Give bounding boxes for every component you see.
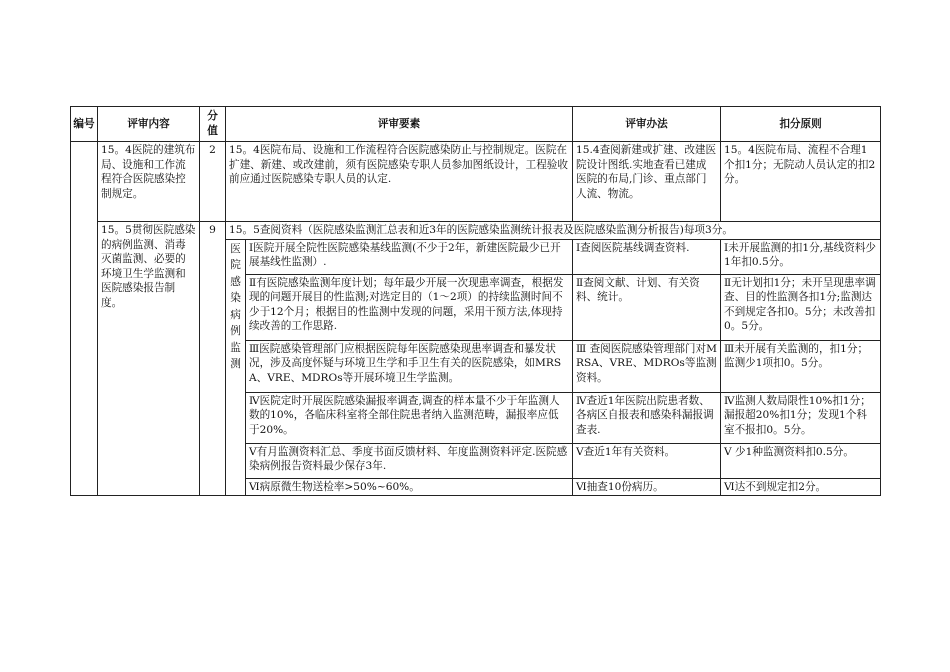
score-cell: 9 bbox=[200, 222, 226, 496]
elements-cell: 15。4医院布局、设施和工作流程符合医院感染防止与控制规定。医院在扩建、新建、或改建前，须有医院感染专职人员参加图纸设计，工程验收前应通过医院感染专职人员的认定. bbox=[226, 142, 573, 222]
header-method: 评审办法 bbox=[573, 107, 721, 142]
element-cell: Ⅰ医院开展全院性医院感染基线监测(不少于2年，新建医院最少已开展基线性监测）. bbox=[246, 239, 573, 274]
element-cell: Ⅳ医院定时开展医院感染漏报率调查,调查的样本量不少于年监测人数的10%，各临床科室将全部住院患者纳入监测范畴，漏报率应低于20%。 bbox=[246, 392, 573, 443]
header-content: 评审内容 bbox=[98, 107, 200, 142]
deduction-cell: 15。4医院布局、流程不合理1个扣1分；无院动人员认定的扣2分。 bbox=[721, 142, 881, 222]
element-cell: Ⅱ有医院感染监测年度计划；每年最少开展一次现患率调查，根据发现的问题开展目的性监测;对选定目的（1～2项）的持续监测时间不少于12个月；根据目的性监测中发现的问题，采用干预方法,体现持续改善的工作思路. bbox=[246, 274, 573, 340]
deduction-cell: Ⅱ无计划扣1分；未开呈现患率调查、目的性监测各扣1分;监测达不到规定各扣0。5分；未改善扣0。5分。 bbox=[721, 274, 881, 340]
header-elements: 评审要素 bbox=[226, 107, 573, 142]
method-cell: Ⅰ查阅医院基线调查资料. bbox=[573, 239, 721, 274]
method-cell: Ⅳ查近1年医院出院患者数、各病区自报表和感染科漏报调查表. bbox=[573, 392, 721, 443]
method-cell: Ⅵ抽查10份病历。 bbox=[573, 478, 721, 496]
element-cell: Ⅴ有月监测资料汇总、季度书面反馈材料、年度监测资料评定.医院感染病例报告资料最少保存3年. bbox=[246, 443, 573, 478]
header-number: 编号 bbox=[71, 107, 98, 142]
deduction-cell: Ⅲ未开展有关监测的，扣1分；监测少1项扣0。5分。 bbox=[721, 340, 881, 392]
number-cell bbox=[71, 142, 98, 496]
method-cell: 15.4查阅新建或扩建、改建医院设计图纸.实地查看已建成医院的布局,门诊、重点部门人流、物流。 bbox=[573, 142, 721, 222]
table-row bbox=[71, 222, 881, 240]
method-cell: Ⅴ查近1年有关资料。 bbox=[573, 443, 721, 478]
header-row bbox=[71, 107, 881, 142]
method-cell: Ⅱ查阅文献、计划、有关资料、统计。 bbox=[573, 274, 721, 340]
method-cell: Ⅲ 查阅医院感染管理部门对MRSA、VRE、MDROs等监测资料。 bbox=[573, 340, 721, 392]
content-cell: 15。4医院的建筑布局、设施和工作流程符合医院感染控制规定。 bbox=[98, 142, 200, 222]
header-score: 分值 bbox=[200, 107, 226, 142]
sublabel-cell: 医院感染病例监测 bbox=[226, 239, 246, 496]
evaluation-table bbox=[70, 106, 881, 496]
deduction-cell: Ⅳ监测人数局限性10%扣1分；漏报超20%扣1分；发现1个科室不报扣0。5分。 bbox=[721, 392, 881, 443]
summary-cell: 15。5查阅资料（医院感染监测汇总表和近3年的医院感染监测统计报表及医院感染监测分析报告)每项3分。 bbox=[226, 222, 881, 240]
deduction-cell: Ⅵ达不到规定扣2分。 bbox=[721, 478, 881, 496]
table-row bbox=[71, 142, 881, 222]
element-cell: Ⅵ病原微生物送检率>50%~60%。 bbox=[246, 478, 573, 496]
deduction-cell: Ⅰ未开展监测的扣1分,基线资料少1年扣0.5分。 bbox=[721, 239, 881, 274]
content-cell: 15。5贯彻医院感染的病例监测、消毒灭菌监测、必要的环境卫生学监测和医院感染报告制度。 bbox=[98, 222, 200, 496]
element-cell: Ⅲ医院感染管理部门应根据医院每年医院感染现患率调查和暴发状况，涉及高度怀疑与环境卫生学和手卫生有关的医院感染，如MRSA、VRE、MDROs等开展环境卫生学监测。 bbox=[246, 340, 573, 392]
deduction-cell: Ⅴ 少1种监测资料扣0.5分。 bbox=[721, 443, 881, 478]
header-deduction: 扣分原则 bbox=[721, 107, 881, 142]
score-cell: 2 bbox=[200, 142, 226, 222]
